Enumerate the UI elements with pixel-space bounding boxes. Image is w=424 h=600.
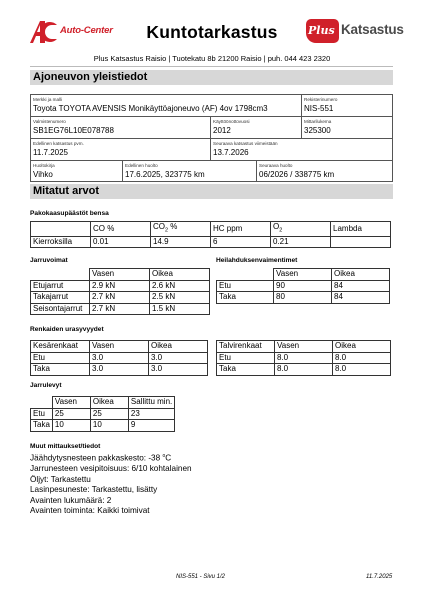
odo-label: Mittarilukema <box>304 119 332 124</box>
washer-line: Lasinpesuneste: Tarkastettu, lisätty <box>30 485 158 495</box>
table-row <box>31 341 208 353</box>
summer-tyres-table <box>30 340 208 376</box>
discs-title: Jarrulevyt <box>30 382 62 389</box>
prev-service-value: 17.6.2025, 323775 km <box>125 170 205 179</box>
table-row <box>217 352 391 364</box>
plus-logo-box <box>306 19 339 43</box>
table-cell: Vasen <box>90 341 149 353</box>
odo-value: 325300 <box>304 126 331 135</box>
table-row <box>31 408 175 420</box>
damping-title: Heilahduksenvaimentimet <box>216 257 298 264</box>
o2-header-text: O <box>273 222 280 231</box>
table-row <box>31 420 175 432</box>
table-row <box>31 269 210 281</box>
brake-fluid-line: Jarrunesteen vesipitoisuus: 6/10 kohtalainen <box>30 464 192 474</box>
make-model-value: Toyota TOYOTA AVENSIS Monikäyttöajoneuvo (AF) 4ov 1798cm3 <box>33 104 268 113</box>
co2-unit: % <box>168 222 178 231</box>
table-cell: Vasen <box>52 397 90 409</box>
next-service-value: 06/2026 / 338775 km <box>259 170 335 179</box>
table-cell: 2.7 kN <box>90 292 150 304</box>
tyres-title: Renkaiden urasyvyydet <box>30 326 104 333</box>
vehicle-row-1 <box>31 95 392 117</box>
table-cell: Vasen <box>275 341 333 353</box>
table-cell <box>151 222 211 237</box>
table-cell: 23 <box>128 408 174 420</box>
table-cell: 9 <box>128 420 174 432</box>
next-service-label: Seuraava huolto <box>259 163 293 168</box>
auto-center-logo-text: Auto-Center <box>60 25 113 36</box>
table-cell: 84 <box>332 280 390 292</box>
table-cell <box>331 236 391 248</box>
keys-function-line: Avainten toiminta: Kaikki toimivat <box>30 506 150 516</box>
reg-label: Rekisterinumero <box>304 97 338 102</box>
table-cell <box>271 222 331 237</box>
table-row <box>217 280 390 292</box>
table-cell: Taka <box>217 364 275 376</box>
vin-value: SB1EG76L10E078788 <box>33 126 114 135</box>
table-row <box>31 364 208 376</box>
table-cell: Oikea <box>149 341 208 353</box>
make-model-cell <box>31 95 302 116</box>
table-cell: Sallittu min. <box>128 397 174 409</box>
table-row <box>217 364 391 376</box>
table-cell: Oikea <box>333 341 391 353</box>
table-cell: Oikea <box>332 269 390 281</box>
degree-sign: o <box>162 453 166 459</box>
table-cell: Talvirenkaat <box>217 341 275 353</box>
table-row <box>217 292 390 304</box>
table-cell: 2.9 kN <box>90 280 150 292</box>
table-cell: 2.5 kN <box>150 292 210 304</box>
table-row <box>31 352 208 364</box>
table-cell <box>217 269 274 281</box>
year-value: 2012 <box>213 126 231 135</box>
table-row <box>217 341 391 353</box>
oils-line: Öljyt: Tarkastettu <box>30 474 91 484</box>
next-service-cell <box>257 161 392 181</box>
misc-title: Muut mittaukset/tiedot <box>30 443 101 450</box>
table-cell: 3.0 <box>149 352 208 364</box>
next-inspection-value: 13.7.2026 <box>213 148 249 157</box>
service-book-cell <box>31 161 123 181</box>
table-cell: 3.0 <box>149 364 208 376</box>
table-row <box>31 397 175 409</box>
table-cell: 8.0 <box>275 352 333 364</box>
table-cell: Vasen <box>274 269 332 281</box>
vin-label: Valmistenumero <box>33 119 66 124</box>
katsastus-logo-text: Katsastus <box>341 22 404 37</box>
table-row <box>31 236 391 248</box>
table-cell: 10 <box>52 420 90 432</box>
table-row <box>31 292 210 304</box>
coolant-text: Jäähdytysnesteen pakkaskesto: -38 <box>30 453 163 463</box>
table-cell <box>31 397 53 409</box>
last-inspection-label: Edellinen katsastus pvm. <box>33 141 84 146</box>
table-cell: 90 <box>274 280 332 292</box>
table-row <box>31 280 210 292</box>
table-cell: Etu <box>217 280 274 292</box>
table-row <box>217 269 390 281</box>
table-cell: Etu <box>31 352 90 364</box>
odo-cell <box>302 117 392 138</box>
table-cell: 25 <box>90 408 128 420</box>
table-cell: 84 <box>332 292 390 304</box>
table-cell: Taka <box>31 364 90 376</box>
table-cell: 0.01 <box>91 236 151 248</box>
co2-subscript: 2 <box>165 227 169 234</box>
last-inspection-value: 11.7.2025 <box>33 148 68 157</box>
year-cell <box>211 117 302 138</box>
table-cell: Taka <box>217 292 274 304</box>
plus-katsastus-logo <box>306 19 406 43</box>
table-cell: Etujarrut <box>31 280 90 292</box>
table-cell: CO % <box>91 222 151 237</box>
section-vehicle-info: Ajoneuvon yleistiedot <box>30 70 393 85</box>
reg-value: NIS-551 <box>304 104 334 113</box>
coolant-line <box>30 451 192 464</box>
table-cell: 1.5 kN <box>150 303 210 315</box>
table-cell: 6 <box>211 236 271 248</box>
table-cell: Kierroksilla <box>31 236 91 248</box>
table-cell: 3.0 <box>90 364 149 376</box>
vin-cell <box>31 117 211 138</box>
plus-logo-text: Plus <box>308 24 335 37</box>
last-inspection-cell <box>31 139 211 160</box>
co2-header-text: CO <box>153 222 165 231</box>
reg-cell <box>302 95 392 116</box>
table-cell: 10 <box>90 420 128 432</box>
table-cell <box>31 269 90 281</box>
table-cell: 25 <box>52 408 90 420</box>
vehicle-row-2 <box>31 117 392 139</box>
table-cell: Etu <box>31 408 53 420</box>
make-model-label: Merkki ja malli <box>33 97 63 102</box>
table-cell: 14.9 <box>151 236 211 248</box>
table-cell <box>31 222 91 237</box>
table-cell: Taka <box>31 420 53 432</box>
table-cell: 8.0 <box>333 364 391 376</box>
misc-list <box>30 451 192 517</box>
service-book-value: Vihko <box>33 170 53 179</box>
table-cell: 80 <box>274 292 332 304</box>
service-book-label: Huoltokirja <box>33 163 55 168</box>
table-cell: 0.21 <box>271 236 331 248</box>
footer-page-number: NIS-551 - Sivu 1/2 <box>176 574 226 580</box>
table-cell: Takajarrut <box>31 292 90 304</box>
table-cell: 8.0 <box>275 364 333 376</box>
table-row <box>31 222 391 237</box>
section-measured-values: Mitatut arvot <box>30 184 393 199</box>
table-cell: Seisontajarrut <box>31 303 90 315</box>
table-cell: 8.0 <box>333 352 391 364</box>
o2-subscript: 2 <box>279 227 283 234</box>
brakes-table <box>30 268 210 315</box>
table-cell: Kesärenkaat <box>31 341 90 353</box>
table-cell: 2.6 kN <box>150 280 210 292</box>
table-cell: 3.0 <box>90 352 149 364</box>
table-cell: HC ppm <box>211 222 271 237</box>
prev-service-label: Edellinen huolto <box>125 163 158 168</box>
table-cell: Vasen <box>90 269 150 281</box>
emissions-table <box>30 221 391 248</box>
table-cell: Oikea <box>90 397 128 409</box>
year-label: Käyttöönottovuosi <box>213 119 250 124</box>
damping-table <box>216 268 390 304</box>
brakes-title: Jarruvoimat <box>30 257 68 264</box>
next-inspection-label: Seuraava katsastus viimeistään <box>213 141 278 146</box>
coolant-unit: C <box>165 453 172 463</box>
table-cell: Etu <box>217 352 275 364</box>
footer-date: 11.7.2025 <box>366 574 393 580</box>
header-divider <box>30 66 393 67</box>
winter-tyres-table <box>216 340 391 376</box>
vehicle-row-3 <box>31 139 392 161</box>
emissions-title: Pakokaasupäästöt bensa <box>30 210 109 217</box>
vehicle-row-4 <box>31 161 392 181</box>
document-header <box>0 0 424 63</box>
vehicle-info-grid <box>30 94 393 182</box>
document-title: Kuntotarkastus <box>146 22 278 42</box>
table-row <box>31 303 210 315</box>
discs-table <box>30 396 175 432</box>
prev-service-cell <box>123 161 257 181</box>
table-cell: 2.7 kN <box>90 303 150 315</box>
table-cell: Lambda <box>331 222 391 237</box>
keys-count-line: Avainten lukumäärä: 2 <box>30 495 112 505</box>
contact-line: Plus Katsastus Raisio | Tuotekatu 8b 21200 Raisio | puh. 044 423 2320 <box>93 54 331 63</box>
table-cell: Oikea <box>150 269 210 281</box>
next-inspection-cell <box>211 139 392 160</box>
